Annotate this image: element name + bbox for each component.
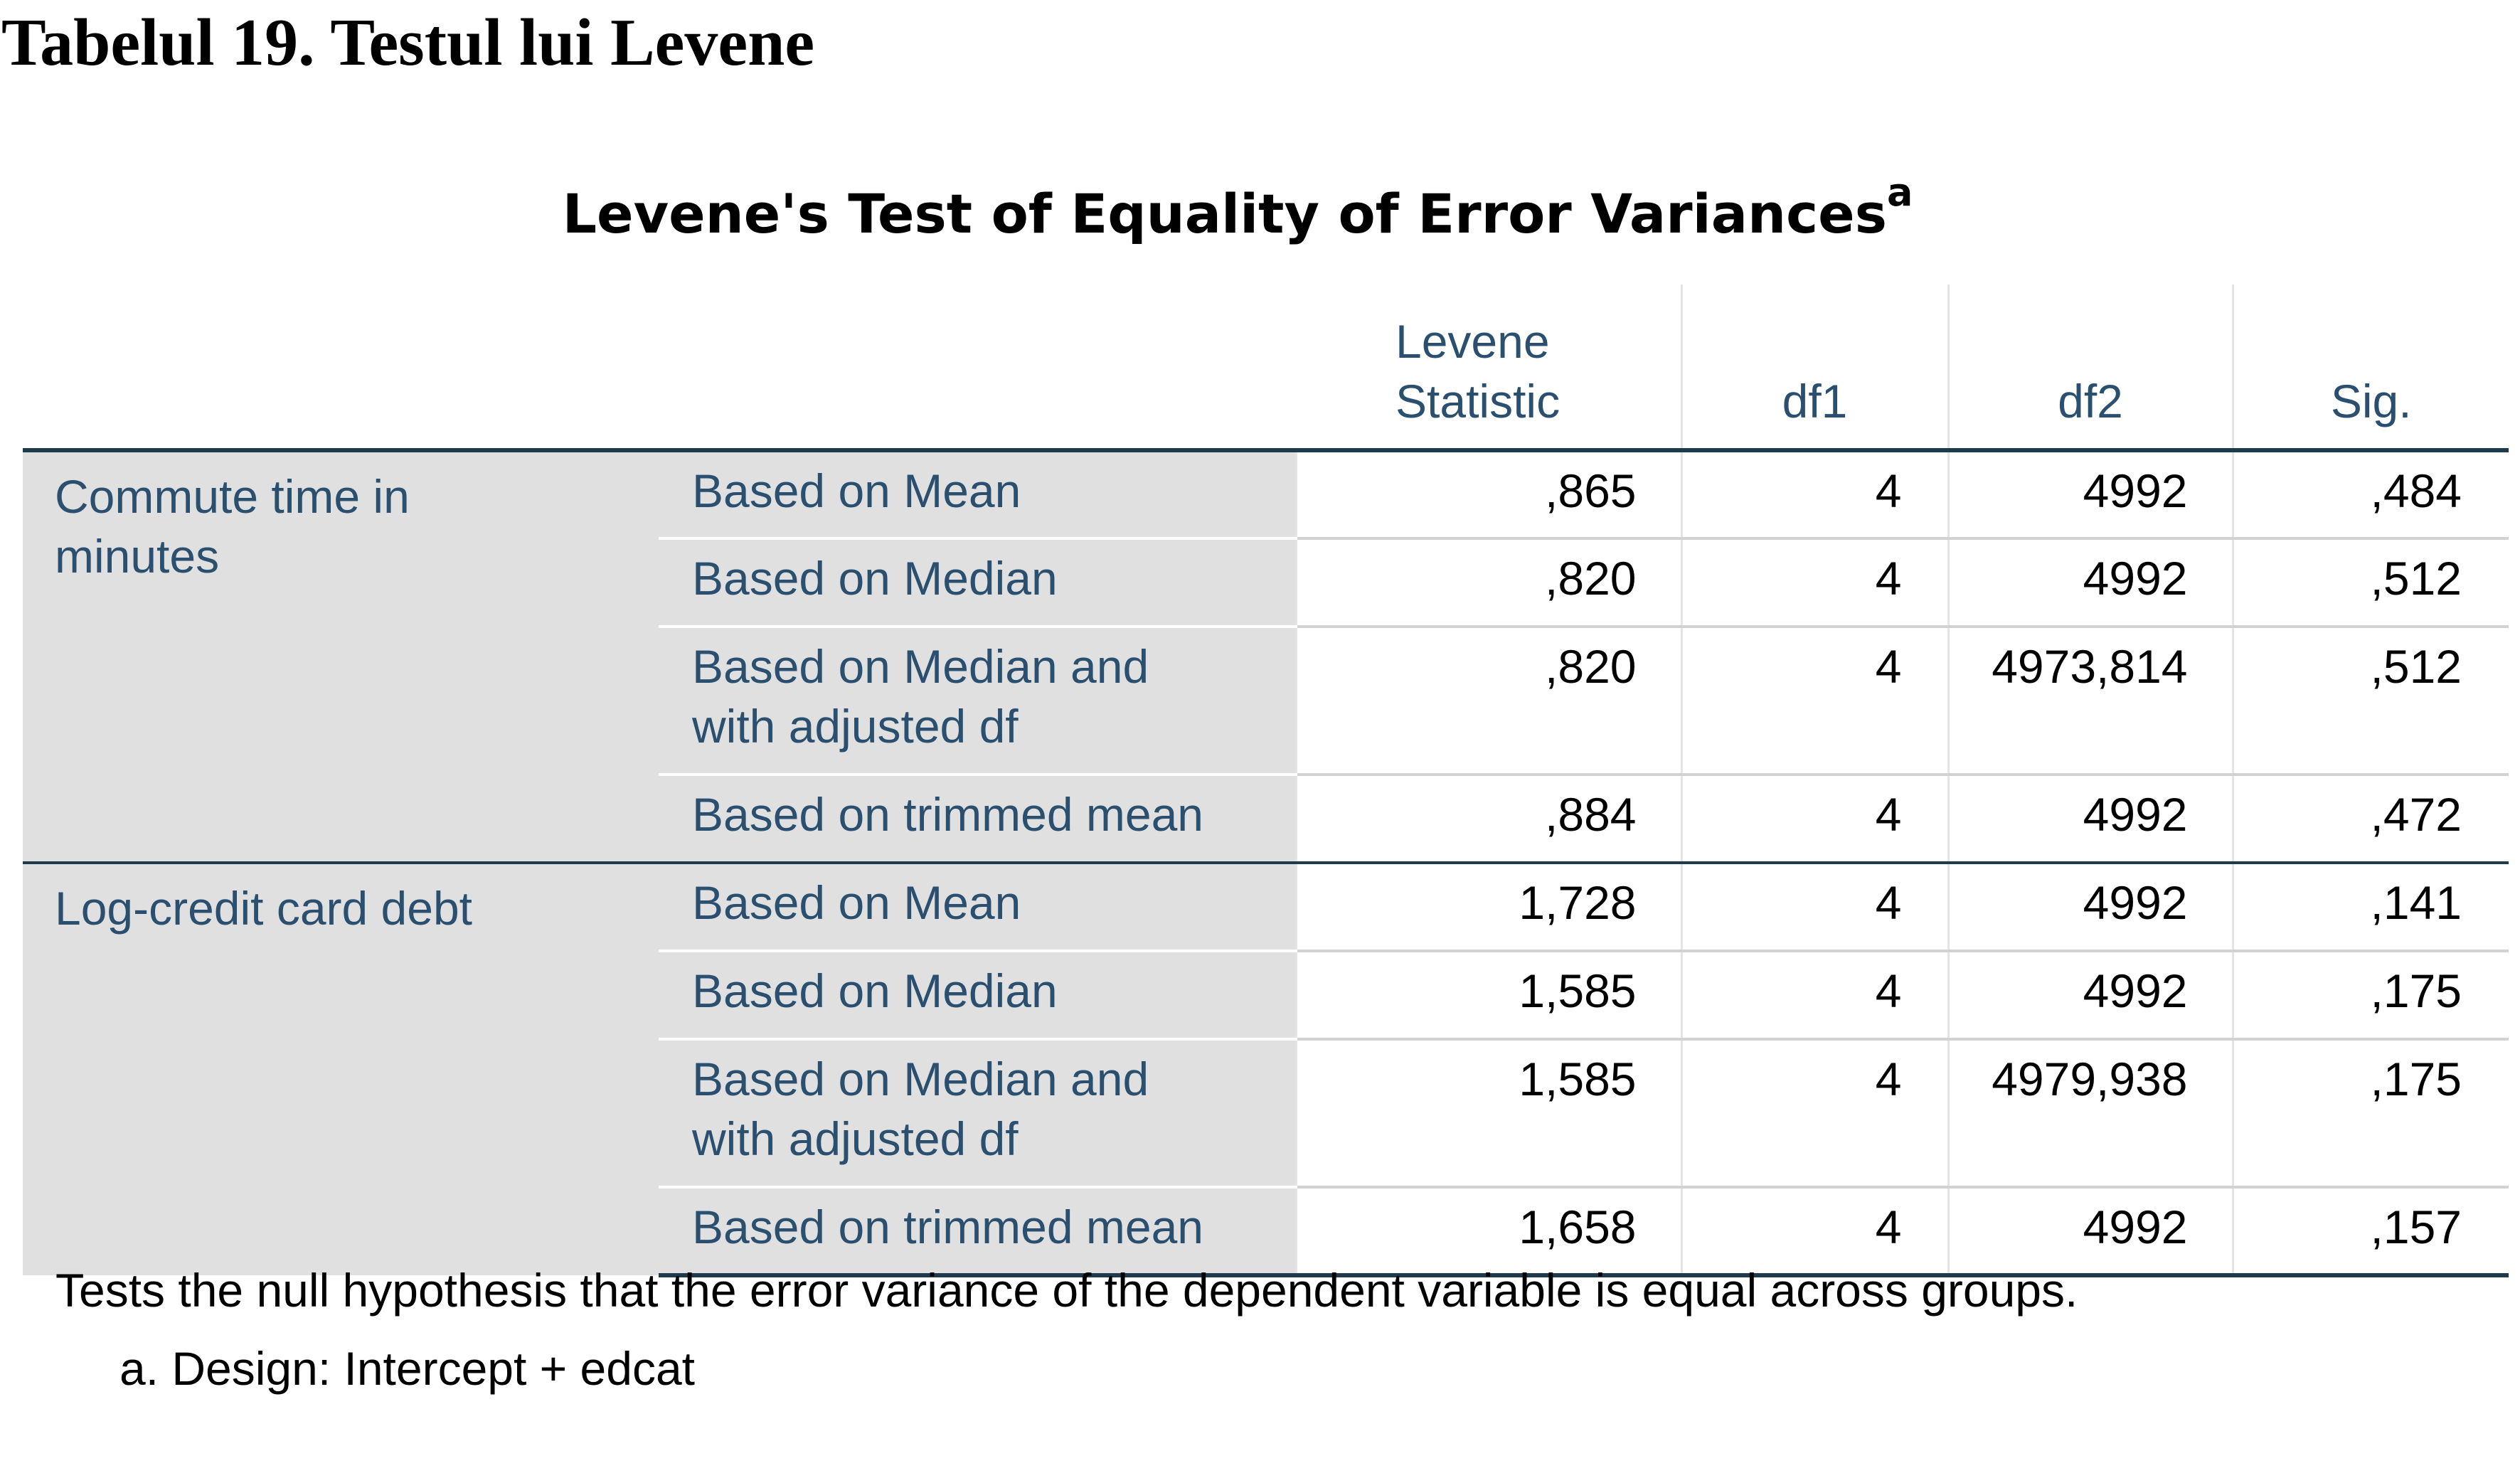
document-caption: Tabelul 19. Testul lui Levene [1,6,815,80]
cell-sig: ,157 [2233,1187,2509,1275]
row-basis: Based on Median and with adjusted df [659,1039,1296,1187]
cell-df1: 4 [1681,1039,1948,1187]
row-basis: Based on Mean [659,863,1296,951]
cell-sig: ,512 [2233,627,2509,775]
levene-table [23,285,2509,1277]
cell-df2: 4992 [1948,863,2233,951]
header-df2: df2 [1948,285,2233,450]
header-levene-statistic: Levene Statistic [1395,315,1561,427]
cell-df2: 4973,814 [1948,627,2233,775]
hypothesis-note: Tests the null hypothesis that the error variance of the dependent variable is equal across groups. [55,1264,2078,1317]
cell-df2: 4992 [1948,951,2233,1039]
table-row [23,450,2509,538]
row-basis: Based on Median [659,538,1296,627]
cell-statistic: 1,658 [1296,1187,1681,1275]
header-empty-basis [659,285,1296,450]
header-row [23,285,2509,450]
row-basis: Based on trimmed mean [659,775,1296,863]
cell-statistic: ,820 [1296,538,1681,627]
cell-df1: 4 [1681,863,1948,951]
cell-sig: ,175 [2233,1039,2509,1187]
cell-df1: 4 [1681,450,1948,538]
group-label: Log-credit card debt [23,863,659,1275]
cell-statistic: ,884 [1296,775,1681,863]
cell-sig: ,512 [2233,538,2509,627]
header-df1: df1 [1681,285,1948,450]
cell-df1: 4 [1681,538,1948,627]
row-basis: Based on Mean [659,450,1296,538]
cell-statistic: 1,585 [1296,951,1681,1039]
cell-df2: 4992 [1948,775,2233,863]
cell-statistic: ,820 [1296,627,1681,775]
header-sig: Sig. [2233,285,2509,450]
group-label: Commute time in minutes [23,450,659,863]
row-basis: Based on trimmed mean [659,1187,1296,1275]
cell-sig: ,175 [2233,951,2509,1039]
cell-df1: 4 [1681,1187,1948,1275]
row-basis: Based on Median [659,951,1296,1039]
cell-df1: 4 [1681,775,1948,863]
cell-df2: 4992 [1948,450,2233,538]
cell-sig: ,141 [2233,863,2509,951]
cell-sig: ,472 [2233,775,2509,863]
design-footnote: a. Design: Intercept + edcat [119,1342,695,1395]
title-footnote-marker: a [1886,170,1913,215]
table-title-text: Levene's Test of Equality of Error Variances [562,182,1887,245]
table-row [23,863,2509,951]
table-title [0,170,2475,246]
cell-statistic: ,865 [1296,450,1681,538]
cell-df2: 4992 [1948,1187,2233,1275]
cell-statistic: 1,585 [1296,1039,1681,1187]
cell-df2: 4979,938 [1948,1039,2233,1187]
cell-df1: 4 [1681,627,1948,775]
cell-df2: 4992 [1948,538,2233,627]
header-empty-group [23,285,659,450]
cell-df1: 4 [1681,951,1948,1039]
cell-statistic: 1,728 [1296,863,1681,951]
cell-sig: ,484 [2233,450,2509,538]
row-basis: Based on Median and with adjusted df [659,627,1296,775]
